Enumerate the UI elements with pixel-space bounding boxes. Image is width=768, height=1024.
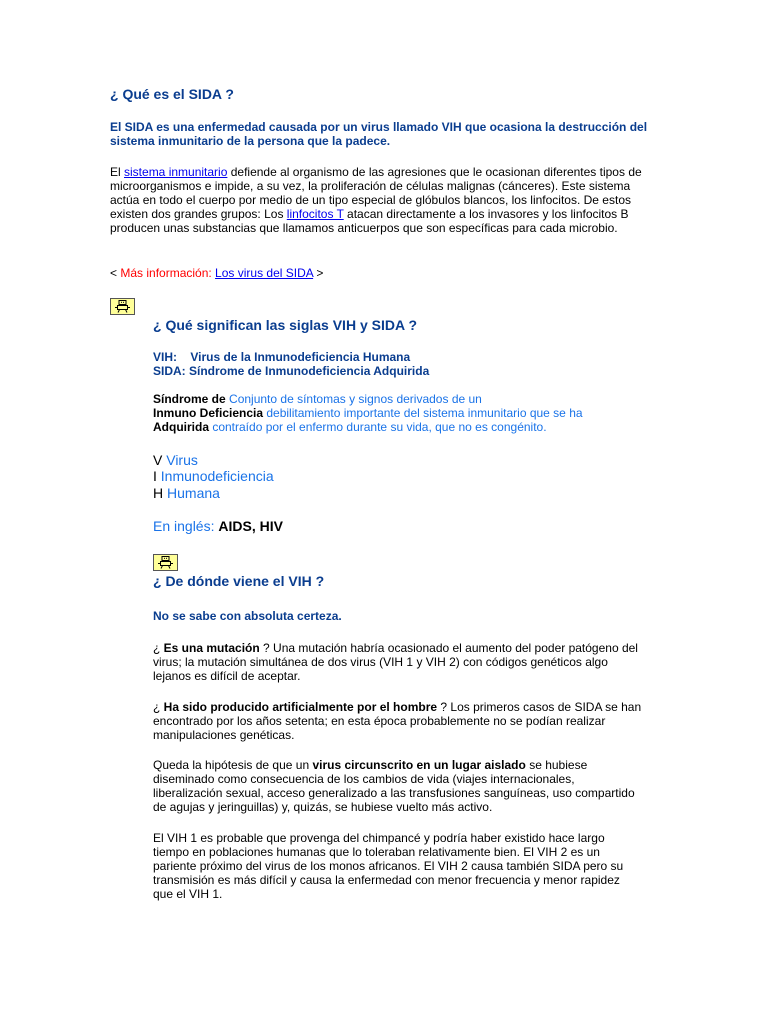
definition-inmuno-deficiencia <box>153 406 583 420</box>
link-linfocitos-t[interactable]: linfocitos T <box>286 207 344 221</box>
definition-adquirida <box>153 420 547 434</box>
letter: H <box>153 485 164 501</box>
question-term: Ha sido producido artificialmente por el hombre <box>163 700 438 714</box>
text-fragment: atacan directamente a los invasores y los linfocitos B producen unas substancias que llamamos anticuerpos que son específicas para cada microbio. <box>110 207 629 235</box>
section-title-que-es-sida: ¿ Qué es el SIDA ? <box>110 86 234 102</box>
letter-word: Virus <box>162 452 198 468</box>
robot-icon-graphic <box>157 556 174 569</box>
question-text: ? Una mutación habría ocasionado el aumento del poder patógeno del virus; la mutación simultánea de dos virus (VIH 1 y VIH 2) con códigos genéticos algo lejanos es difícil de aceptar. <box>153 641 638 683</box>
section-title-siglas: ¿ Qué significan las siglas VIH y SIDA ? <box>153 317 417 333</box>
section-lead-certeza: No se sabe con absoluta certeza. <box>153 609 342 623</box>
text-fragment: defiende al organismo de las agresiones que le ocasionan diferentes tipos de microorganismos e impide, a su vez, la proliferación de células malignas (cánceres). Este sistema actúa en todo el cuerpo por medio de un tipo especial de glóbulos blancos, los linfocitos. De estos existen dos grandes grupos: Los <box>110 165 642 221</box>
paragraph-hipotesis <box>153 758 643 814</box>
definition-text: contraído por el enfermo durante su vida, que no es congénito. <box>209 420 547 434</box>
link-virus-del-sida[interactable]: Los virus del SIDA <box>215 266 314 280</box>
letter: I <box>153 468 157 484</box>
question-mark: ¿ <box>153 641 164 655</box>
paragraph-sistema-inmunitario <box>110 165 650 235</box>
letter-v-virus <box>153 452 198 469</box>
letter: V <box>153 452 163 468</box>
paragraph-artificial <box>153 700 643 742</box>
definition-sindrome <box>153 392 482 406</box>
text-fragment: se hubiese diseminado como consecuencia de los cambios de vida (viajes internacionales, liberalización sexual, acceso generalizado a las transfusiones sanguíneas, uso compartido de agujas y jeringuillas) y, quizás, se hubiese vuelto más activo. <box>153 758 635 814</box>
more-info-label: Más información: <box>120 266 216 280</box>
acronym-vih: VIH: Virus de la Inmunodeficiencia Humana <box>153 350 411 364</box>
english-value: AIDS, HIV <box>218 518 283 534</box>
bracket-open: < <box>110 266 121 280</box>
paragraph-vih1-vih2: El VIH 1 es probable que provenga del chimpancé y podría haber existido hace largo tiempo en poblaciones humanas que lo toleraban relativamente bien. El VIH 2 es un pariente próximo del virus de los monos africanos. El VIH 2 causa también SIDA pero su transmisión es más difícil y causa la enfermedad con menor frecuencia y menor rapidez que el VIH 1. <box>153 831 624 901</box>
robot-icon-graphic <box>114 300 131 313</box>
highlight-term: virus circunscrito en un lugar aislado <box>312 758 526 772</box>
letter-word: Inmunodeficiencia <box>156 468 274 484</box>
robot-icon[interactable] <box>110 298 135 315</box>
definition-text: Conjunto de síntomas y signos derivados de un <box>225 392 482 406</box>
text-fragment: Queda la hipótesis de que un <box>153 758 313 772</box>
text-fragment: El <box>110 165 125 179</box>
acronym-sida: SIDA: Síndrome de Inmunodeficiencia Adquirida <box>153 364 430 378</box>
definition-text: debilitamiento importante del sistema inmunitario que se ha <box>263 406 583 420</box>
english-acronyms <box>153 518 283 535</box>
definition-term: Adquirida <box>153 420 209 434</box>
definition-term: Inmuno Deficiencia <box>153 406 264 420</box>
bracket-close: > <box>313 266 324 280</box>
letter-word: Humana <box>163 485 220 501</box>
more-info-line <box>110 266 323 280</box>
english-label: En inglés: <box>153 518 219 534</box>
link-sistema-inmunitario[interactable]: sistema inmunitario <box>124 165 228 179</box>
definition-term: Síndrome de <box>153 392 226 406</box>
question-term: Es una mutación <box>163 641 260 655</box>
paragraph-mutacion <box>153 641 643 683</box>
question-text: ? Los primeros casos de SIDA se han encontrado por los años setenta; en esta época probablemente no se podían realizar manipulaciones genéticas. <box>153 700 642 742</box>
section-title-de-donde-viene: ¿ De dónde viene el VIH ? <box>153 573 325 589</box>
letter-i-inmunodeficiencia <box>153 468 274 485</box>
section-lead-definition: El SIDA es una enfermedad causada por un virus llamado VIH que ocasiona la destrucción del sistema inmunitario de la persona que la padece. <box>110 120 648 148</box>
robot-icon[interactable] <box>153 554 178 571</box>
letter-h-humana <box>153 485 220 502</box>
question-mark: ¿ <box>153 700 164 714</box>
